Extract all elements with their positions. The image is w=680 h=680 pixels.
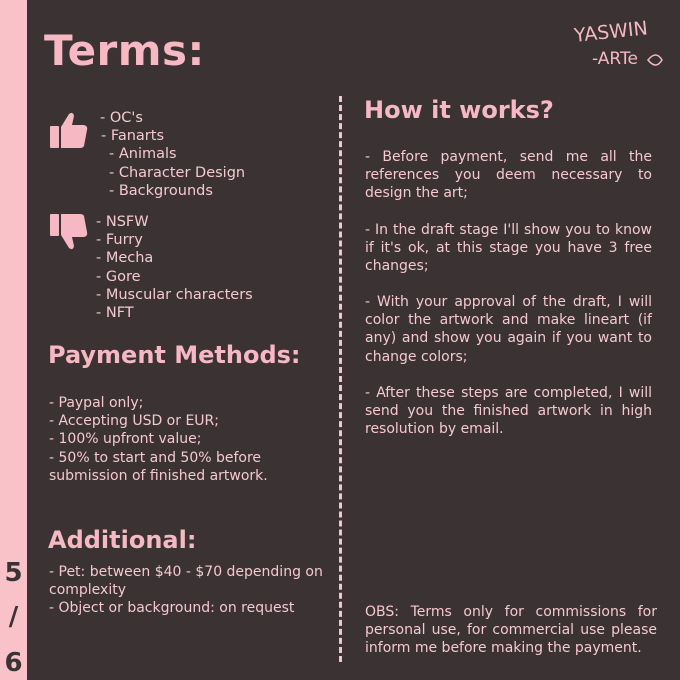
list-item: - NFT <box>96 305 134 322</box>
list-item: - OC's <box>100 110 143 126</box>
declined-list <box>96 213 253 322</box>
how-it-works-heading: How it works? <box>364 96 554 124</box>
page-number-total: 6 <box>4 648 23 678</box>
page-number-slash: / <box>8 602 19 632</box>
additional-line: complexity <box>49 582 126 599</box>
how-step-2: - In the draft stage I'll show you to know if it's ok, at this stage you have 3 free changes; <box>365 222 652 275</box>
additional-heading: Additional: <box>48 526 197 554</box>
payment-line: - 50% to start and 50% before <box>49 449 262 466</box>
how-step-3: - With your approval of the draft, I will color the artwork and make lineart (if any) and show you again if you want to change colors; <box>365 294 652 365</box>
how-step-1: - Before payment, send me all the references you deem necessary to design the art; <box>365 149 652 202</box>
logo-text-line1: YASWIN <box>573 17 649 47</box>
payment-text <box>49 394 334 485</box>
how-step-4: - After these steps are completed, I will send you the finished artwork in high resolution by email. <box>365 385 652 438</box>
additional-line: - Pet: between $40 - $70 depending on <box>49 564 323 580</box>
list-item: - Animals <box>109 146 177 163</box>
page-number-strip <box>0 0 27 680</box>
list-item: - Furry <box>96 232 143 249</box>
payment-heading: Payment Methods: <box>48 341 301 369</box>
payment-line: - 100% upfront value; <box>49 431 202 448</box>
list-item: - Fanarts <box>101 128 165 145</box>
additional-text <box>49 563 334 618</box>
payment-line: submission of finished artwork. <box>49 467 268 484</box>
list-item: - Gore <box>96 268 141 285</box>
list-item: - Backgrounds <box>109 182 213 199</box>
page-number-current: 5 <box>4 558 23 588</box>
list-item: - Muscular characters <box>96 286 253 303</box>
list-item: - Character Design <box>109 164 246 181</box>
list-item: - Mecha <box>96 250 154 267</box>
yaswin-art-logo <box>572 12 668 82</box>
obs-note: OBS: Terms only for commissions for personal use, for commercial use please inform me before making the payment. <box>365 604 657 657</box>
additional-line: - Object or background: on request <box>49 600 295 617</box>
logo-text-line2: -ARTe <box>592 49 638 69</box>
payment-line: - Accepting USD or EUR; <box>49 413 219 430</box>
column-divider <box>339 96 342 662</box>
page-title: Terms: <box>44 26 205 75</box>
accepted-list <box>100 109 245 200</box>
thumbs-down-icon <box>48 212 88 252</box>
thumbs-up-icon <box>48 110 88 150</box>
list-item: - NSFW <box>96 214 149 230</box>
payment-line: - Paypal only; <box>49 395 144 411</box>
